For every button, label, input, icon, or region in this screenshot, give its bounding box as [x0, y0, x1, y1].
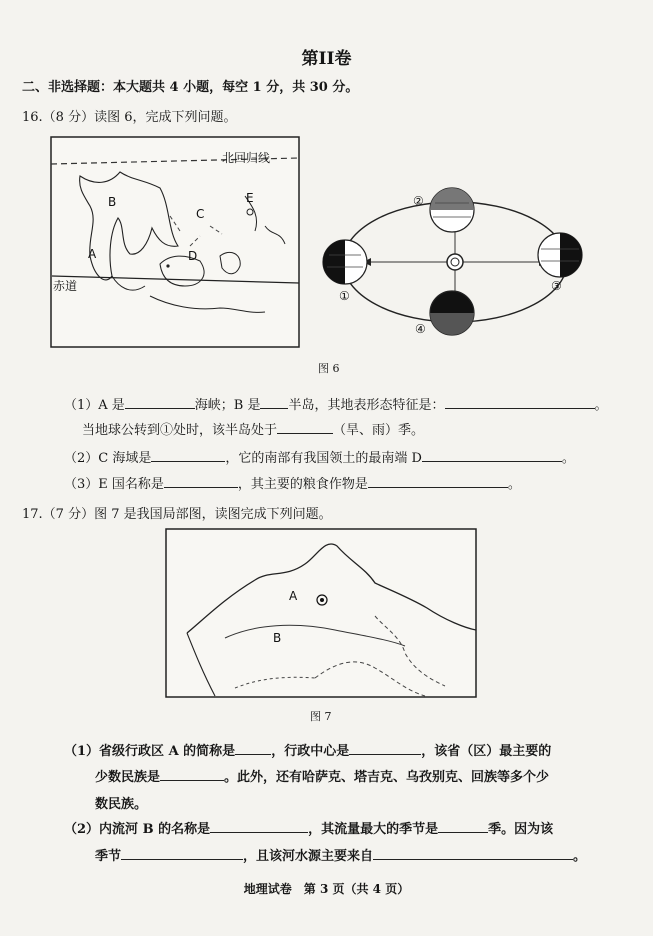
map-label-d: D	[188, 249, 198, 263]
orbit-label-1: ①	[339, 289, 350, 303]
orbit-label-4: ④	[415, 322, 426, 336]
answer-blank[interactable]	[373, 846, 573, 860]
map-label-a: A	[88, 247, 97, 261]
q16-part1-line1: （1）A 是 海峡；B 是 半岛，其地表形态特征是： 。	[64, 394, 608, 413]
earth-orbit-diagram	[315, 175, 600, 345]
map-label-e: E	[246, 191, 254, 205]
answer-blank[interactable]	[445, 395, 595, 409]
answer-blank[interactable]	[368, 474, 508, 488]
xinjiang-map	[165, 528, 477, 698]
q16-part3: （3）E 国名称是 ，其主要的粮食作物是 。	[64, 473, 521, 492]
orbit-label-2: ②	[413, 194, 424, 208]
q16-stem: 16.（8 分）读图 6，完成下列问题。	[22, 110, 237, 125]
earth-position-4-icon	[430, 291, 474, 335]
figure-7-caption: 图 7	[310, 710, 332, 723]
answer-blank[interactable]	[438, 819, 488, 833]
answer-blank[interactable]	[277, 420, 333, 434]
map-label-b: B	[108, 195, 117, 209]
tropic-label: 北回归线	[222, 151, 271, 165]
section-heading: 二、非选择题：本大题共 4 小题，每空 1 分，共 30 分。	[22, 80, 359, 95]
q17-part2-line1: （2）内流河 B 的名称是 ，其流量最大的季节是 季。因为该	[64, 818, 553, 837]
answer-blank[interactable]	[422, 448, 562, 462]
answer-blank[interactable]	[160, 767, 224, 781]
page-footer: 地理试卷 第 3 页（共 4 页）	[243, 882, 410, 896]
figure-6-caption: 图 6	[318, 362, 340, 375]
answer-blank[interactable]	[260, 395, 288, 409]
q17-part1-line1: （1）省级行政区 A 的简称是 ，行政中心是 ，该省（区）最主要的	[64, 740, 551, 759]
q17-part1-line3: 数民族。	[95, 797, 148, 812]
orbit-label-3: ③	[551, 279, 562, 293]
equator-label: 赤道	[53, 279, 78, 293]
southeast-asia-map	[50, 136, 300, 348]
map-label-a: A	[289, 589, 298, 603]
earth-position-2-icon	[430, 188, 474, 232]
answer-blank[interactable]	[349, 741, 421, 755]
q16-part2: （2）C 海域是 ，它的南部有我国领土的最南端 D 。	[64, 447, 575, 466]
q17-part1-line2: 少数民族是 。此外，还有哈萨克、塔吉克、乌孜别克、回族等多个少	[95, 766, 549, 785]
answer-blank[interactable]	[210, 819, 308, 833]
page-title: 第II卷	[301, 49, 352, 69]
earth-position-3-icon	[538, 233, 582, 277]
map-label-b: B	[273, 631, 282, 645]
map-label-c: C	[196, 207, 205, 221]
earth-position-1-icon	[323, 240, 367, 284]
answer-blank[interactable]	[125, 395, 195, 409]
answer-blank[interactable]	[164, 474, 238, 488]
answer-blank[interactable]	[121, 846, 243, 860]
q16-part1-line2: 当地球公转到①处时，该半岛处于 （旱、雨）季。	[82, 419, 424, 438]
q17-part2-line2: 季节 ，且该河水源主要来自 。	[95, 845, 586, 864]
answer-blank[interactable]	[151, 448, 225, 462]
sun-icon	[447, 254, 463, 270]
q17-stem: 17.（7 分）图 7 是我国局部图，读图完成下列问题。	[22, 507, 332, 522]
answer-blank[interactable]	[235, 741, 271, 755]
